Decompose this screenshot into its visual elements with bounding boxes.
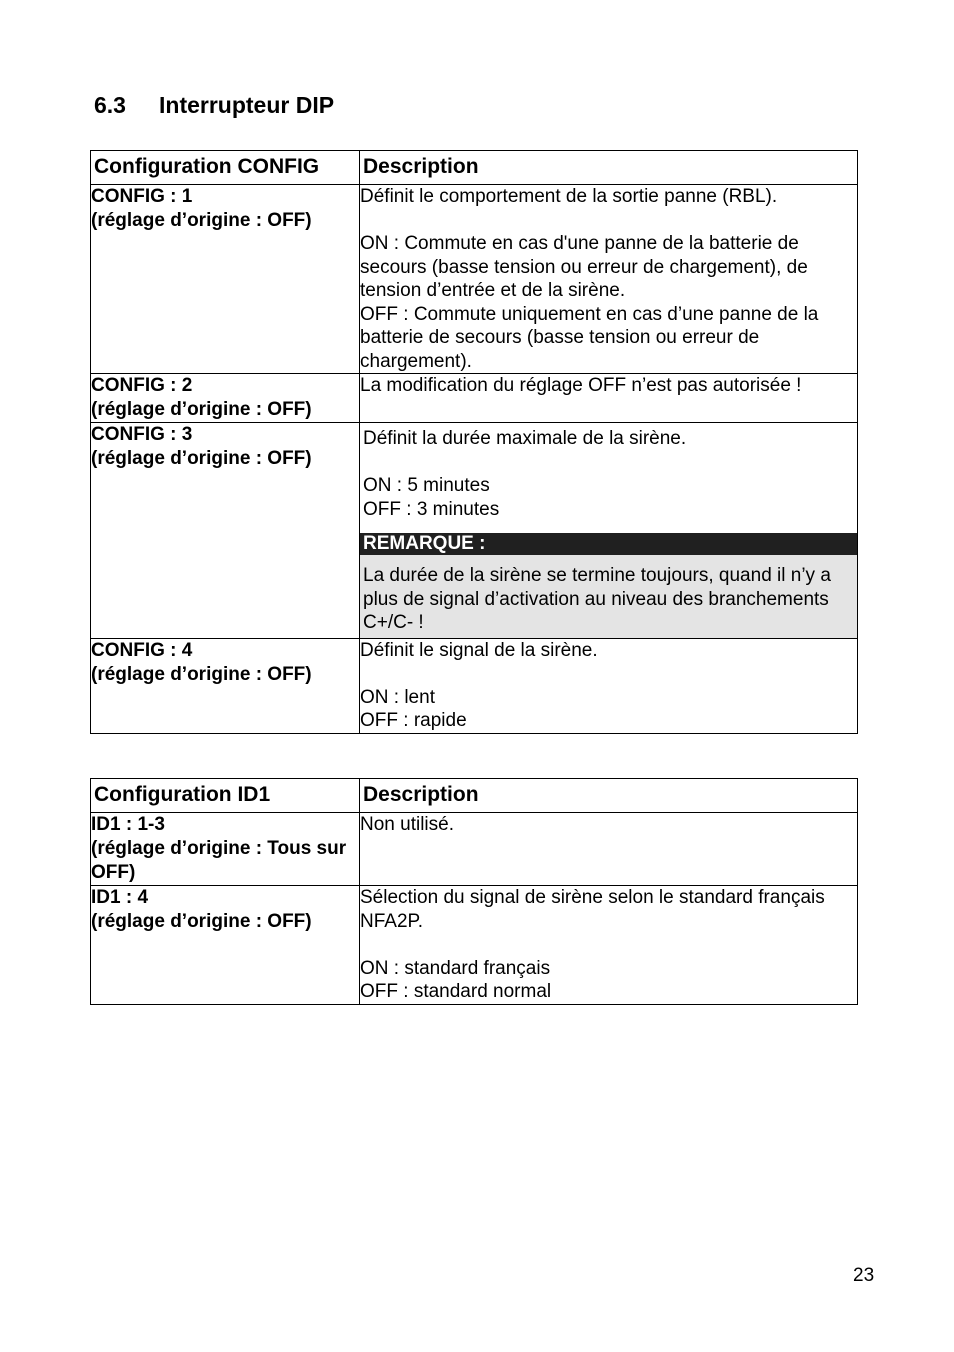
config-description: Définit la durée maximale de la sirène. ON : 5 minutes OFF : 3 minutes REMARQUE : La durée de la sirène se termine toujours, quand il n’y a plus de signal d’activation au niveau des branchements C+/C- ! (360, 423, 858, 639)
table-row (91, 813, 858, 886)
table-header-row (91, 779, 858, 813)
config-table (90, 150, 858, 734)
section-heading (94, 92, 334, 119)
config-label: CONFIG : 1 (réglage d’origine : OFF) (91, 185, 360, 374)
config-description: Sélection du signal de sirène selon le standard français NFA2P. ON : standard français OFF : standard normal (360, 886, 858, 1005)
config-label: CONFIG : 3 (réglage d’origine : OFF) (91, 423, 360, 639)
config-label: CONFIG : 2 (réglage d’origine : OFF) (91, 374, 360, 423)
config-label: CONFIG : 4 (réglage d’origine : OFF) (91, 638, 360, 733)
id1-table (90, 778, 858, 1005)
column-header: Description (360, 151, 858, 185)
table-row (91, 374, 858, 423)
table-header-row (91, 151, 858, 185)
config-label: ID1 : 1-3 (réglage d’origine : Tous sur OFF) (91, 813, 360, 886)
table-row (91, 185, 858, 374)
column-header: Description (360, 779, 858, 813)
config-description: Non utilisé. (360, 813, 858, 886)
section-title: Interrupteur DIP (159, 92, 335, 118)
note-body: La durée de la sirène se termine toujours, quand il n’y a plus de signal d’activation au niveau des branchements C+/C- ! (360, 555, 857, 638)
column-header: Configuration ID1 (91, 779, 360, 813)
config-description: Définit le signal de la sirène. ON : lent OFF : rapide (360, 638, 858, 733)
column-header: Configuration CONFIG (91, 151, 360, 185)
table-row (91, 638, 858, 733)
config-description: Définit le comportement de la sortie panne (RBL). ON : Commute en cas d'une panne de la batterie de secours (basse tension ou erreur de chargement), de tension d’entrée et de la sirène. OFF : Commute uniquement en cas d’une panne de la batterie de secours (basse tension ou erreur de chargement). (360, 185, 858, 374)
note-title: REMARQUE : (360, 533, 857, 555)
section-number: 6.3 (94, 92, 126, 118)
table-row (91, 423, 858, 639)
config-label: ID1 : 4 (réglage d’origine : OFF) (91, 886, 360, 1005)
config-description: La modification du réglage OFF n’est pas autorisée ! (360, 374, 858, 423)
table-row (91, 886, 858, 1005)
page-number: 23 (853, 1265, 875, 1286)
